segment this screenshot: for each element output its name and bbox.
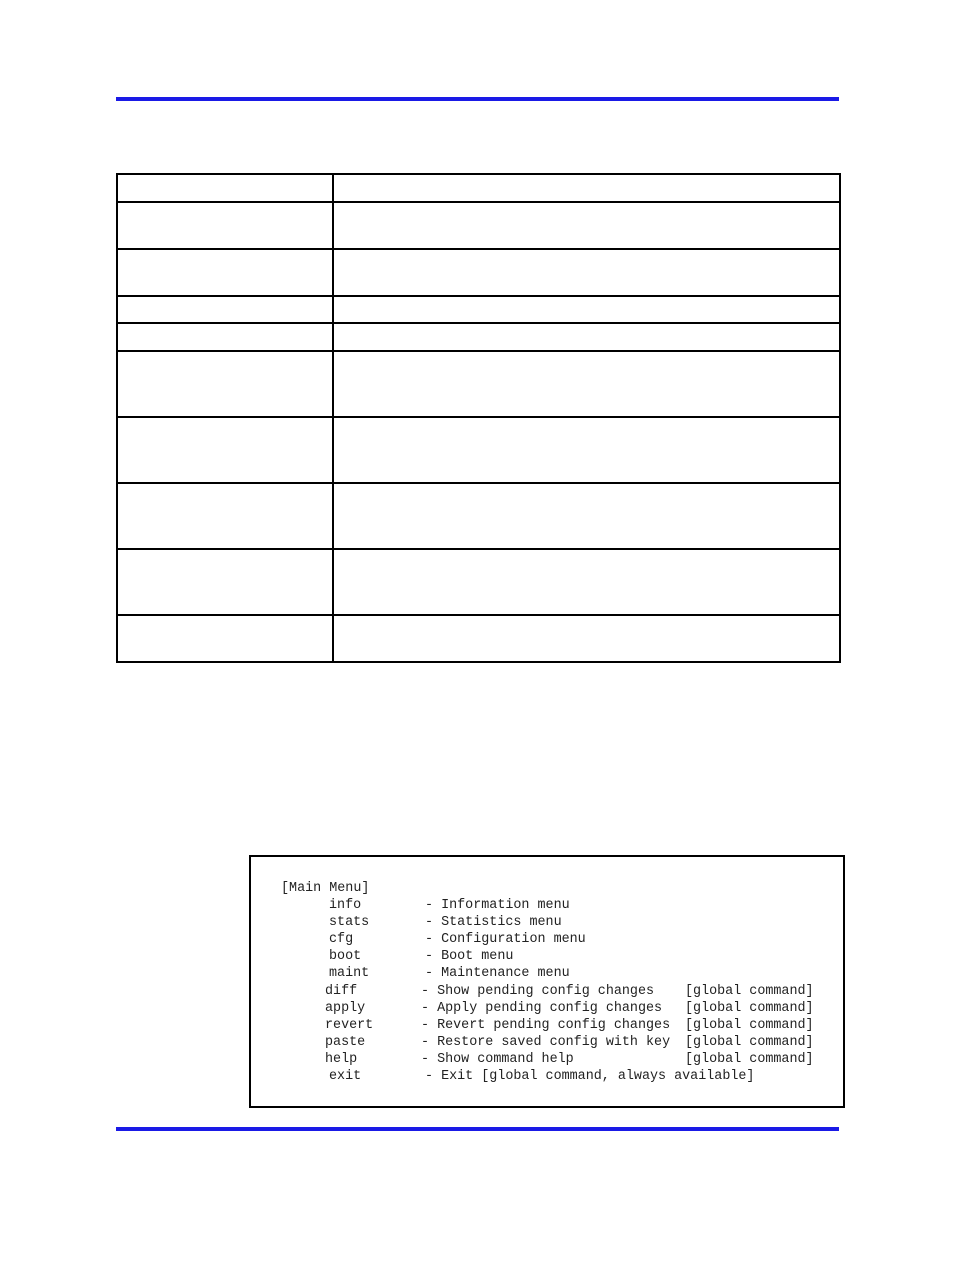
menu-line-apply: [281, 1000, 814, 1017]
header-rule: [116, 97, 839, 101]
table-row: [117, 351, 840, 417]
menu-description: - Statistics menu: [425, 915, 562, 931]
table-cell-name: [117, 202, 333, 249]
menu-description: - Show command help: [421, 1051, 574, 1067]
terminal-output: [281, 880, 814, 1085]
table-cell-description: [333, 296, 840, 323]
table-cell-description: [333, 202, 840, 249]
menu-description: - Exit [global command, always available]: [425, 1069, 755, 1085]
menu-line-diff: [281, 983, 814, 1000]
table-row: [117, 417, 840, 483]
table-row: [117, 323, 840, 351]
menu-title: [Main Menu]: [281, 881, 370, 896]
table-row: [117, 174, 840, 202]
menu-line-boot: [281, 948, 814, 965]
menu-description: - Configuration menu: [425, 932, 586, 948]
menu-scope: [global command]: [685, 1017, 814, 1033]
table-cell-name: [117, 296, 333, 323]
table-cell-name: [117, 351, 333, 417]
table-row: [117, 202, 840, 249]
table-cell-name: [117, 615, 333, 662]
menu-description: - Restore saved config with key: [421, 1034, 671, 1050]
menu-command: paste: [325, 1034, 366, 1050]
table-cell-name: [117, 323, 333, 351]
menu-description: - Apply pending config changes: [421, 1000, 663, 1016]
main-menu-screen-capture: [249, 855, 845, 1108]
table-row: [117, 615, 840, 662]
menu-line-stats: [281, 914, 814, 931]
table-cell-description: [333, 249, 840, 296]
menu-command: info: [329, 898, 362, 914]
menu-command: apply: [325, 1000, 366, 1016]
table-cell-name: [117, 417, 333, 483]
menu-scope: [global command]: [685, 983, 814, 999]
menu-line-exit: [281, 1068, 814, 1085]
menu-line-paste: [281, 1034, 814, 1051]
table-row: [117, 296, 840, 323]
menu-line-maint: [281, 965, 814, 982]
footer-rule: [116, 1127, 839, 1131]
table-row: [117, 549, 840, 615]
menu-line-cfg: [281, 931, 814, 948]
table-cell-description: [333, 323, 840, 351]
menu-command: revert: [325, 1017, 374, 1033]
menu-scope: [global command]: [685, 1000, 814, 1016]
table-cell-name: [117, 549, 333, 615]
menu-line-help: [281, 1051, 814, 1068]
menu-command: boot: [329, 949, 362, 965]
menu-description: - Boot menu: [425, 949, 514, 965]
table-cell-name: [117, 483, 333, 549]
table-cell-name: [117, 174, 333, 202]
command-table: [116, 173, 841, 663]
menu-scope: [global command]: [685, 1034, 814, 1050]
menu-command: cfg: [329, 932, 354, 948]
table-cell-name: [117, 249, 333, 296]
table-cell-description: [333, 483, 840, 549]
menu-command: diff: [325, 983, 358, 999]
menu-description: - Revert pending config changes: [421, 1017, 671, 1033]
menu-command: exit: [329, 1069, 362, 1085]
table-row: [117, 483, 840, 549]
menu-command: maint: [329, 966, 370, 982]
menu-line-info: [281, 897, 814, 914]
menu-line-revert: [281, 1017, 814, 1034]
table-cell-description: [333, 615, 840, 662]
table-cell-description: [333, 351, 840, 417]
menu-description: - Information menu: [425, 898, 570, 914]
menu-command: stats: [329, 915, 370, 931]
table-cell-description: [333, 174, 840, 202]
menu-command: help: [325, 1051, 358, 1067]
menu-description: - Maintenance menu: [425, 966, 570, 982]
menu-description: - Show pending config changes: [421, 983, 655, 999]
table-row: [117, 249, 840, 296]
table-cell-description: [333, 549, 840, 615]
menu-scope: [global command]: [685, 1051, 814, 1067]
table-cell-description: [333, 417, 840, 483]
